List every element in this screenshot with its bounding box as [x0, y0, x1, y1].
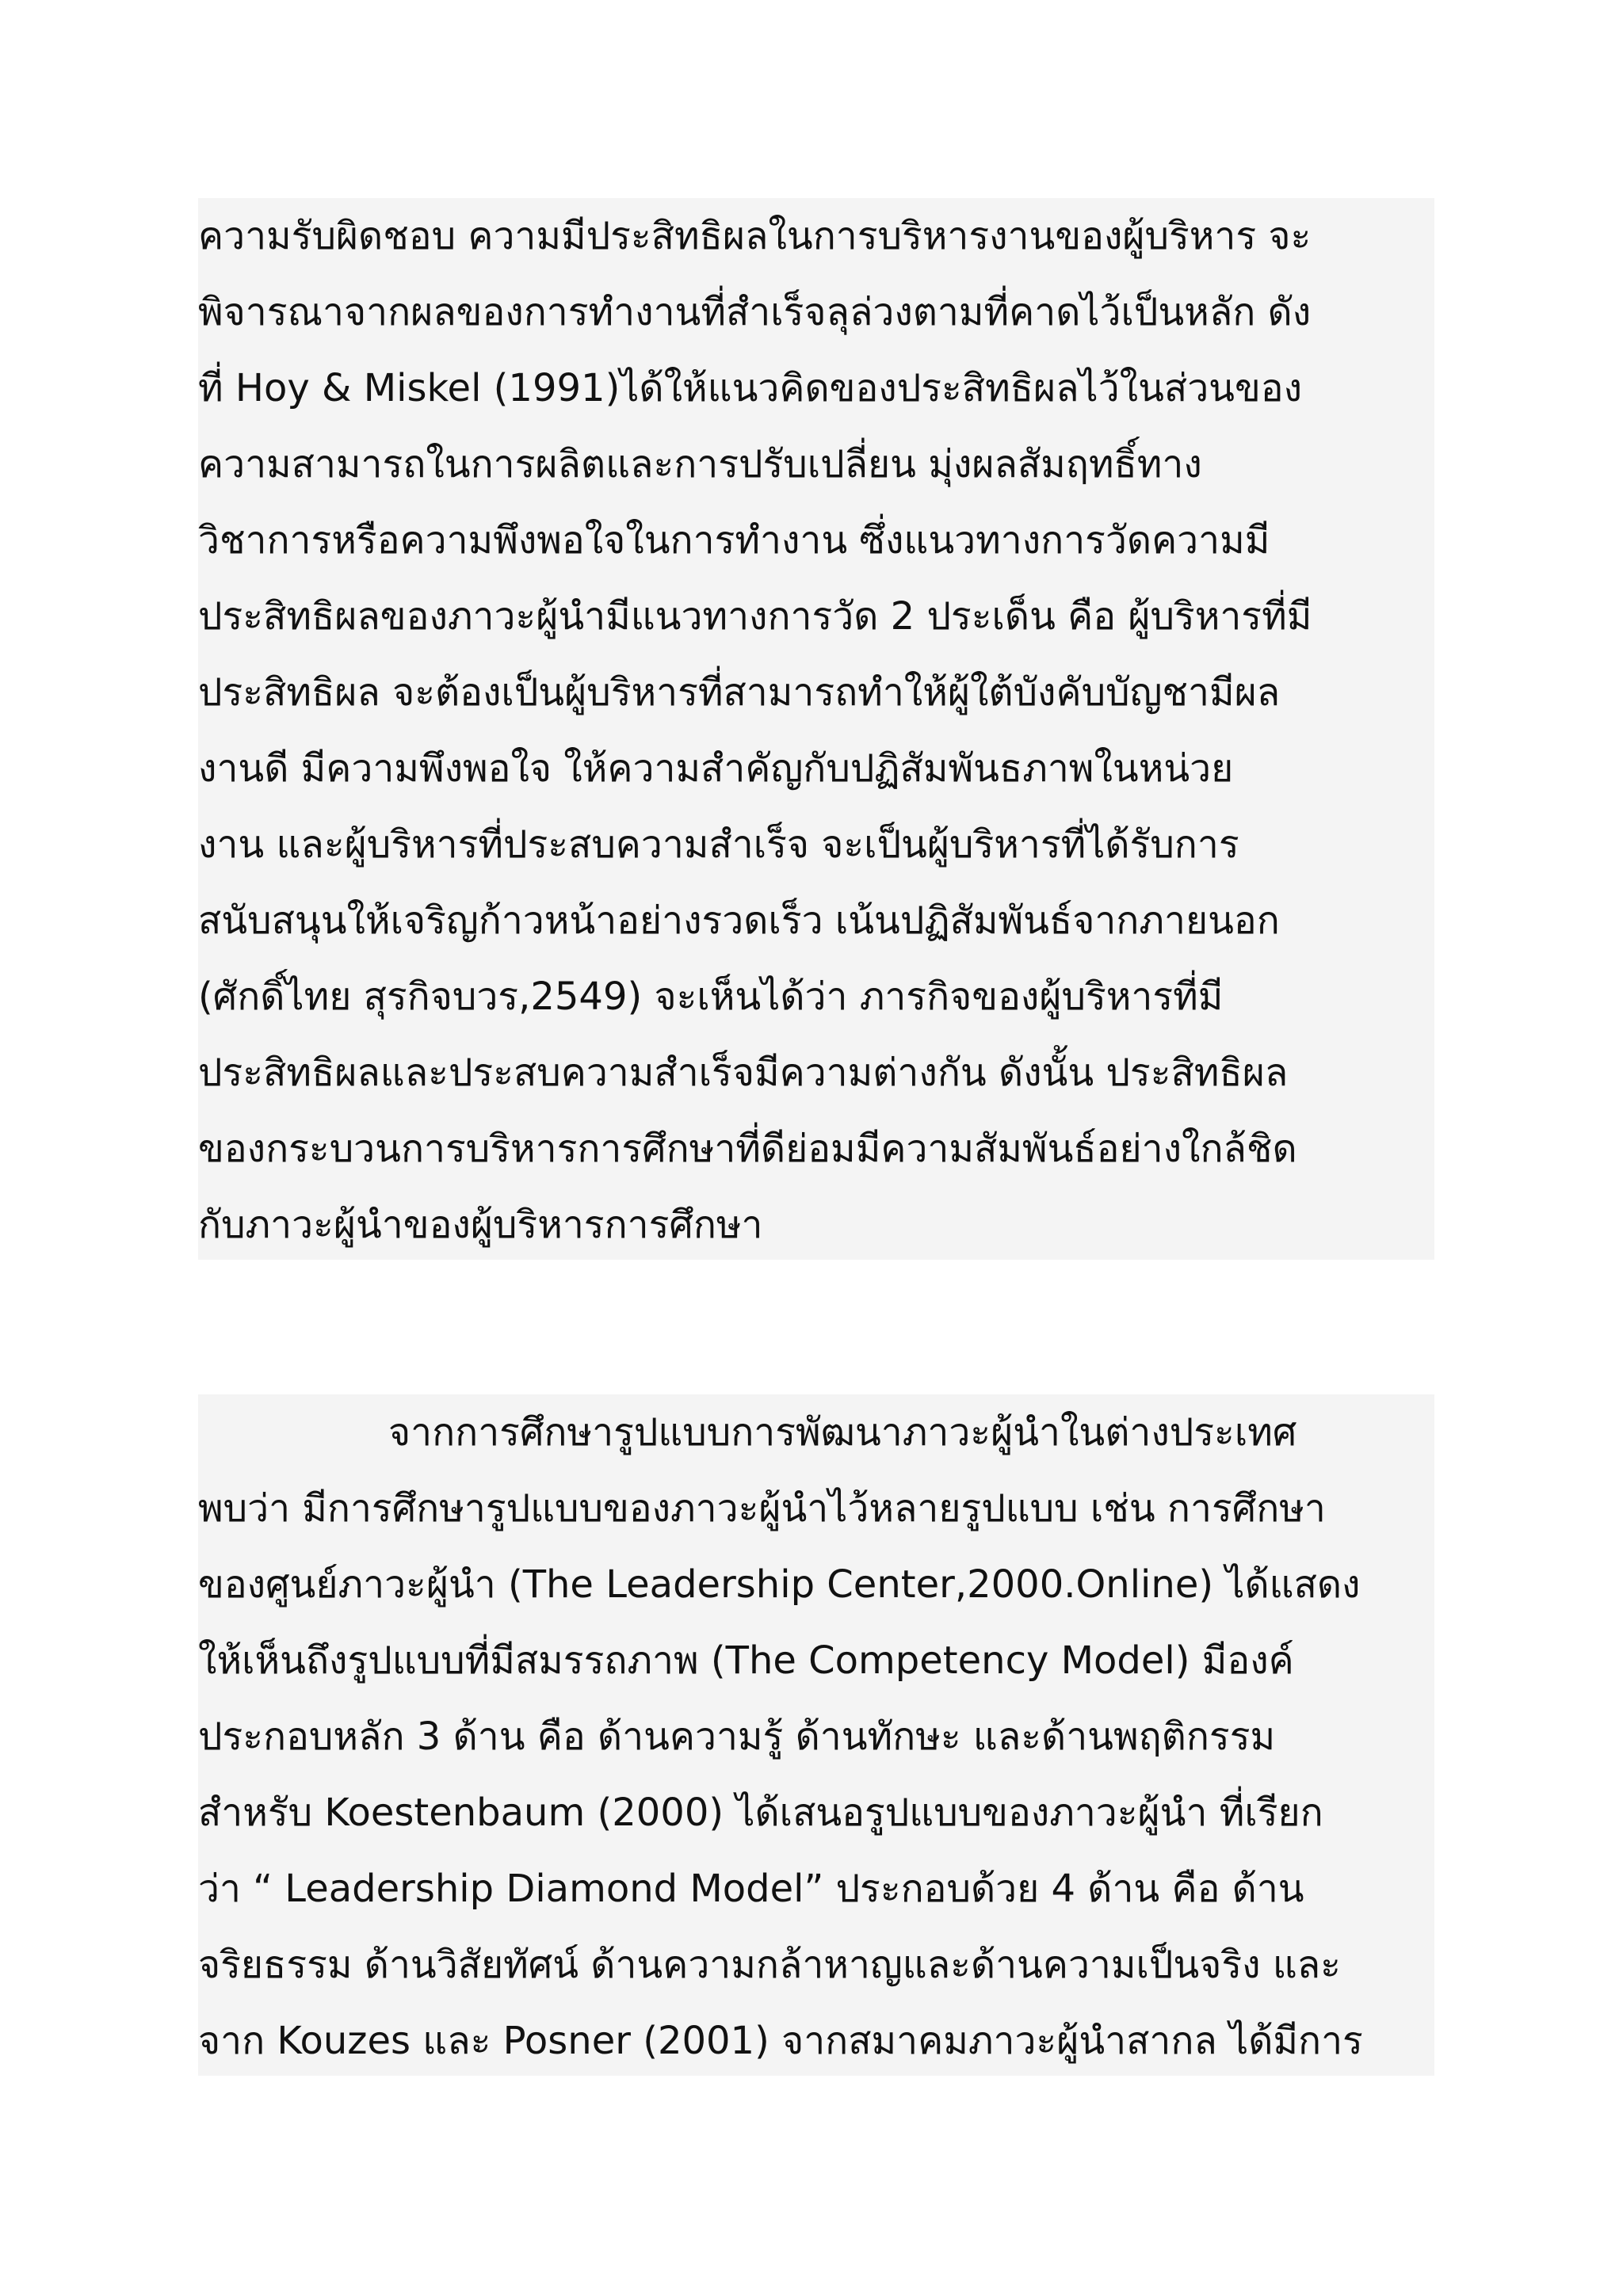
text-line: จริยธรรม ด้านวิสัยทัศน์ ด้านความกล้าหาญและด้านความเป็นจริง และ	[198, 1943, 1341, 1987]
text-line: จาก Kouzes และ Posner (2001) จากสมาคมภาวะผู้นำสากล ได้มีการ	[198, 2019, 1363, 2063]
text-line: ที่ Hoy & Miskel (1991)ได้ให้แนวคิดของประสิทธิผลไว้ในส่วนของ	[198, 366, 1303, 410]
paragraph-2	[198, 1394, 1434, 2076]
paragraph-1	[198, 198, 1434, 1260]
text-line: (ศักดิ์ไทย สุรกิจบวร,2549) จะเห็นได้ว่า ภารกิจของผู้บริหารที่มี	[198, 974, 1224, 1019]
text-line: ประกอบหลัก 3 ด้าน คือ ด้านความรู้ ด้านทักษะ และด้านพฤติกรรม	[198, 1714, 1276, 1759]
text-line: ประสิทธิผลของภาวะผู้นำมีแนวทางการวัด 2 ประเด็น คือ ผู้บริหารที่มี	[198, 594, 1312, 639]
text-line: งานดี มีความพึงพอใจ ให้ความสำคัญกับปฏิสัมพันธภาพในหน่วย	[198, 746, 1234, 791]
text-line: วิชาการหรือความพึงพอใจในการทำงาน ซึ่งแนวทางการวัดความมี	[198, 518, 1270, 563]
text-line: ว่า “ Leadership Diamond Model” ประกอบด้วย 4 ด้าน คือ ด้าน	[198, 1867, 1304, 1911]
text-line: งาน และผู้บริหารที่ประสบความสำเร็จ จะเป็นผู้บริหารที่ได้รับการ	[198, 822, 1239, 867]
text-line: สำหรับ Koestenbaum (2000) ได้เสนอรูปแบบของภาวะผู้นำ ที่เรียก	[198, 1791, 1323, 1835]
text-line: ประสิทธิผลและประสบความสำเร็จมีความต่างกัน ดังนั้น ประสิทธิผล	[198, 1051, 1289, 1095]
text-line: พิจารณาจากผลของการทำงานที่สำเร็จลุล่วงตามที่คาดไว้เป็นหลัก ดัง	[198, 290, 1312, 334]
text-line: ความรับผิดชอบ ความมีประสิทธิผลในการบริหารงานของผู้บริหาร จะ	[198, 214, 1312, 258]
text-line: สนับสนุนให้เจริญก้าวหน้าอย่างรวดเร็ว เน้นปฏิสัมพันธ์จากภายนอก	[198, 898, 1280, 943]
text-line: ของกระบวนการบริหารการศึกษาที่ดีย่อมมีความสัมพันธ์อย่างใกล้ชิด	[198, 1127, 1297, 1171]
text-line: กับภาวะผู้นำของผู้บริหารการศึกษา	[198, 1203, 763, 1247]
text-line: ให้เห็นถึงรูปแบบที่มีสมรรถภาพ (The Competency Model) มีองค์	[198, 1638, 1294, 1683]
text-line: พบว่า มีการศึกษารูปแบบของภาวะผู้นำไว้หลายรูปแบบ เช่น การศึกษา	[198, 1486, 1326, 1531]
text-line: ประสิทธิผล จะต้องเป็นผู้บริหารที่สามารถทำให้ผู้ใต้บังคับบัญชามีผล	[198, 670, 1281, 715]
text-line: จากการศึกษารูปแบบการพัฒนาภาวะผู้นำในต่างประเทศ	[388, 1410, 1297, 1455]
text-line: ของศูนย์ภาวะผู้นำ (The Leadership Center,2000.Online) ได้แสดง	[198, 1562, 1361, 1607]
text-line: ความสามารถในการผลิตและการปรับเปลี่ยน มุ่งผลสัมฤทธิ์ทาง	[198, 442, 1202, 486]
